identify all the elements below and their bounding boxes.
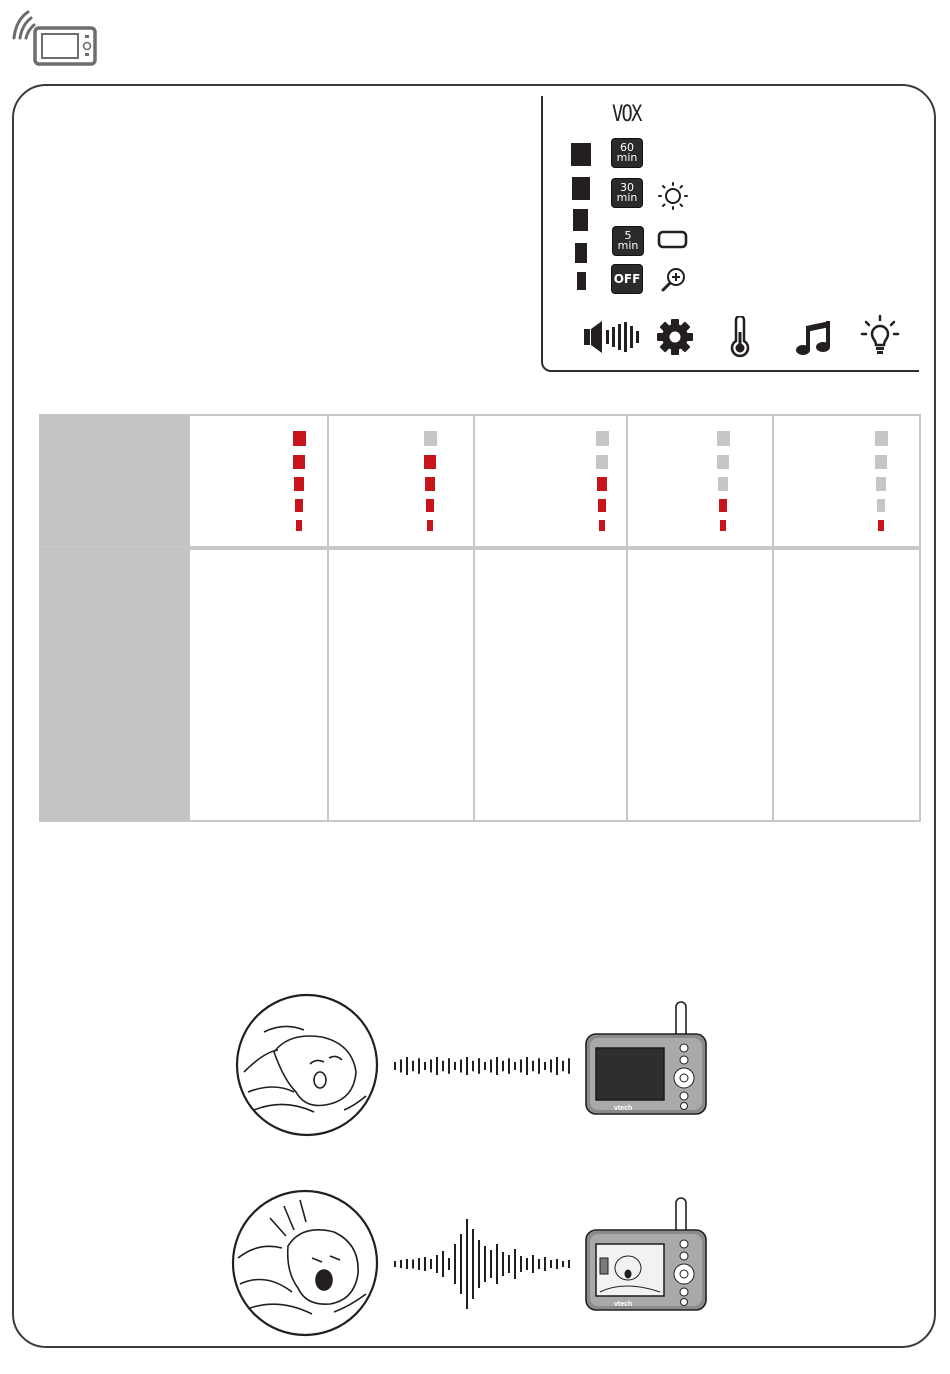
row-header-description xyxy=(39,548,190,822)
level-cell-2 xyxy=(329,414,475,548)
row-header-levels xyxy=(39,414,190,546)
level-meter-4-segment-3 xyxy=(718,477,728,491)
level-meter-2-segment-3 xyxy=(425,477,435,491)
quiet-sound-wave xyxy=(392,1052,574,1085)
description-cell-2 xyxy=(329,548,475,822)
parent-unit-signal-icon xyxy=(8,6,100,73)
level-cell-5 xyxy=(774,414,921,548)
speaker-volume-icon xyxy=(582,318,642,361)
timer-off-chip: OFF xyxy=(611,264,643,294)
level-meter-5-segment-1 xyxy=(878,520,884,531)
level-meter-5-segment-5 xyxy=(875,431,888,446)
level-meter-3-segment-4 xyxy=(596,455,608,469)
thermometer-icon xyxy=(726,316,754,363)
level-meter-3-segment-5 xyxy=(596,431,609,446)
description-cell-4 xyxy=(628,548,774,822)
level-meter-1-segment-5 xyxy=(293,431,306,446)
parent-unit-screen-on-illustration xyxy=(584,1196,710,1316)
description-cell-1 xyxy=(190,548,329,822)
parent-unit-screen-off-illustration xyxy=(584,1000,710,1120)
timer-30-min-chip: 30 min xyxy=(611,178,643,208)
screen-icon xyxy=(657,229,689,256)
brand-label-top: vtech xyxy=(614,1105,633,1112)
level-meter-2-segment-5 xyxy=(424,431,437,446)
level-meter-2-segment-4 xyxy=(424,455,436,469)
level-meter-4-segment-1 xyxy=(720,520,726,531)
night-light-icon xyxy=(860,314,900,361)
level-meter-5-segment-4 xyxy=(875,455,887,469)
brightness-icon xyxy=(656,181,690,216)
level-meter-5-segment-2 xyxy=(877,499,885,512)
level-meter-1-segment-2 xyxy=(295,499,303,512)
vox-label: VOX xyxy=(612,102,641,127)
level-meter-3-segment-2 xyxy=(598,499,606,512)
level-meter-1-segment-3 xyxy=(294,477,304,491)
level-meter-4-segment-4 xyxy=(717,455,729,469)
volume-level-bar-3 xyxy=(573,209,588,231)
volume-level-bar-4 xyxy=(572,177,590,200)
timer-5-min-chip: 5 min xyxy=(612,226,644,256)
music-note-icon xyxy=(794,318,834,361)
volume-level-bar-5 xyxy=(571,143,591,166)
timer-60-min-chip: 60 min xyxy=(611,138,643,168)
volume-level-bar-2 xyxy=(575,243,587,263)
volume-level-bar-1 xyxy=(577,272,586,290)
brand-label-bottom: vtech xyxy=(614,1301,633,1308)
level-meter-2-segment-1 xyxy=(427,520,433,531)
level-meter-4-segment-5 xyxy=(717,431,730,446)
level-cell-1 xyxy=(190,414,329,548)
crying-baby-illustration xyxy=(230,1188,380,1338)
description-cell-3 xyxy=(475,548,628,822)
level-cell-4 xyxy=(628,414,774,548)
quiet-baby-illustration xyxy=(234,992,380,1138)
level-meter-2-segment-2 xyxy=(426,499,434,512)
zoom-in-icon xyxy=(659,266,689,299)
settings-gear-icon xyxy=(656,318,694,361)
level-meter-1-segment-4 xyxy=(293,455,305,469)
level-meter-4-segment-2 xyxy=(719,499,727,512)
description-cell-5 xyxy=(774,548,921,822)
level-meter-1-segment-1 xyxy=(296,520,302,531)
loud-sound-wave xyxy=(392,1216,574,1317)
level-meter-5-segment-3 xyxy=(876,477,886,491)
level-meter-3-segment-3 xyxy=(597,477,607,491)
level-meter-3-segment-1 xyxy=(599,520,605,531)
